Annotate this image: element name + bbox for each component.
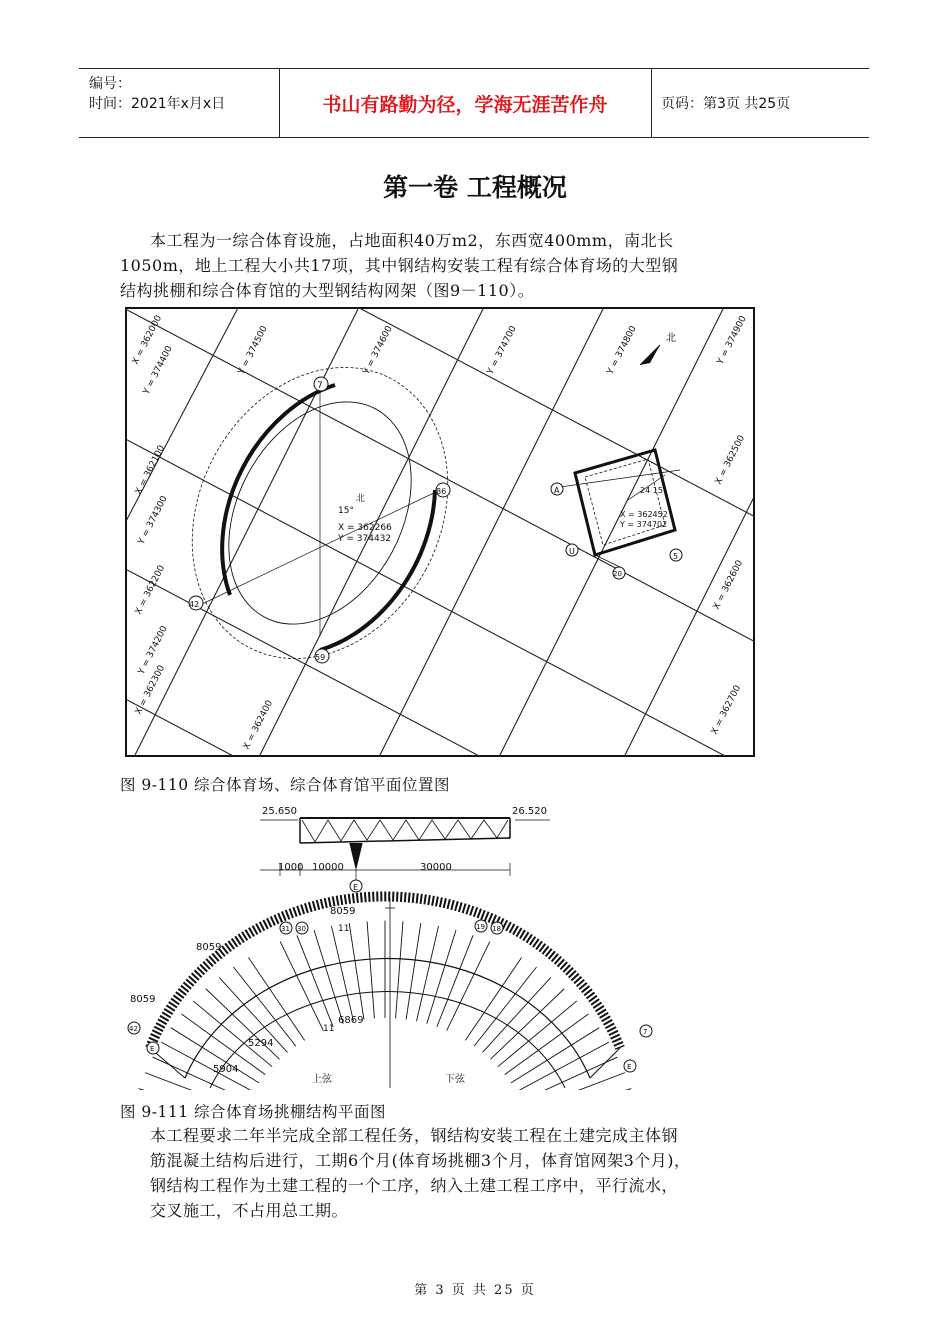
truss-spoke	[331, 926, 353, 1021]
truss-spoke	[474, 967, 536, 1046]
dim-10000: 10000	[312, 862, 344, 873]
truss-spoke	[416, 926, 438, 1021]
grid-label: X = 362000	[130, 313, 165, 367]
elev-right: 26.520	[512, 806, 547, 817]
page-title: 第一卷 工程概况	[383, 173, 567, 202]
truss-spoke	[483, 977, 551, 1052]
outro-line-4: 交叉施工，不占用总工期。	[150, 1201, 349, 1220]
outro-line-3: 钢结构工程作为土建工程的一个工序，纳入土建工程工序中，平行流水，	[150, 1176, 679, 1195]
grid-label: X = 362200	[133, 563, 168, 617]
outro-line-2: 筋混凝土结构后进行，工期6个月(体育场挑棚3个月，体育馆网架3个月)，	[150, 1151, 691, 1170]
marker: 31	[281, 925, 290, 933]
truss-spoke	[349, 923, 364, 1019]
intro-line-2: 1050m，地上工程大小共17项，其中钢结构安装工程有综合体育场的大型钢	[120, 256, 679, 275]
truss-spoke	[505, 1014, 589, 1075]
grid-label: X = 362700	[709, 683, 744, 737]
intro-line-1: 本工程为一综合体育设施，占地面积40万m2，东西宽400mm，南北长	[150, 231, 674, 250]
marker: E	[150, 1045, 155, 1053]
dim-8059b: 8059	[196, 942, 222, 953]
gym-dims: 24 15	[640, 486, 663, 495]
grid-label: X = 362300	[133, 663, 168, 717]
truss-spoke	[526, 1073, 625, 1090]
marker: 7	[317, 381, 323, 391]
marker: E	[627, 1063, 632, 1071]
marker: 5	[673, 552, 679, 561]
marker: 20	[613, 570, 622, 578]
marker: 7	[643, 1028, 648, 1036]
marker: 30	[297, 925, 306, 933]
grid-label: Y = 374900	[715, 314, 749, 367]
number-label: 编号：	[89, 76, 131, 92]
site-plan-figure	[120, 305, 760, 760]
gym-y: Y = 374702	[620, 520, 668, 529]
grid-label: Y = 374400	[141, 344, 175, 397]
truss-spoke	[511, 1028, 599, 1083]
header-table	[79, 68, 869, 138]
truss-spoke	[406, 923, 421, 1019]
dim-5294: 5294	[248, 1038, 274, 1049]
stadium-north: 北	[356, 494, 366, 504]
marker: 18	[492, 925, 501, 933]
marker: A	[554, 486, 560, 495]
marker: 42	[129, 1025, 138, 1033]
elev-left: 25.650	[262, 806, 297, 817]
canopy-elevation	[260, 818, 550, 883]
marker: 19	[476, 923, 485, 931]
stadium-x: X = 362266	[338, 523, 392, 533]
plan-frame	[126, 308, 754, 756]
dim-1000: 1000	[278, 862, 304, 873]
grid-label: Y = 374300	[136, 494, 170, 547]
axis-e: E	[353, 883, 359, 892]
truss-spoke	[193, 1001, 272, 1067]
figure-111-caption: 图 9-111 综合体育场挑棚结构平面图	[120, 1103, 387, 1121]
stadium-angle: 15°	[338, 506, 354, 516]
grid-label: X = 362400	[241, 698, 276, 752]
page-footer: 第 3 页 共 25 页	[414, 1283, 536, 1298]
truss-spoke	[396, 921, 403, 1018]
marker: U	[569, 547, 575, 556]
grid-label: X = 362500	[713, 433, 748, 487]
intro-line-3: 结构挑棚和综合体育馆的大型钢结构网架（图9－110）。	[120, 281, 535, 300]
marker: 86	[436, 487, 447, 496]
tick-label: 11	[323, 1024, 335, 1034]
north-label: 北	[666, 333, 676, 344]
marker: 42	[189, 600, 200, 609]
truss-spoke	[367, 921, 374, 1018]
grid-label: X = 362100	[133, 443, 168, 497]
figure-110-caption: 图 9-110 综合体育场、综合体育馆平面位置图	[120, 776, 451, 794]
lower-chord-label: 下弦	[445, 1074, 465, 1085]
dim-5904: 5904	[213, 1064, 239, 1075]
truss-spoke	[161, 1042, 253, 1090]
canopy-structure-figure	[120, 798, 660, 1090]
truss-spoke	[522, 1057, 618, 1090]
grid-label: Y = 374700	[485, 324, 519, 377]
marker: 59	[315, 653, 326, 662]
dim-6869: 6869	[338, 1015, 364, 1026]
grid-label: Y = 374200	[136, 624, 170, 677]
truss-spoke	[145, 1073, 244, 1090]
page-info: 页码：第3页 共25页	[661, 96, 791, 112]
date-line: 时间：2021年x月x日	[89, 96, 226, 112]
truss-spoke	[314, 930, 343, 1024]
outro-line-1: 本工程要求二年半完成全部工程任务，钢结构安装工程在土建完成主体钢	[150, 1126, 679, 1145]
header-left-cell	[79, 69, 280, 137]
stadium-y: Y = 374432	[338, 534, 392, 544]
dim-30000: 30000	[420, 862, 452, 873]
truss-spoke	[427, 930, 456, 1024]
grid-label: Y = 374500	[236, 324, 270, 377]
tick-label: 11	[338, 924, 350, 934]
grid-label: Y = 374800	[605, 324, 639, 377]
dim-8059a: 8059	[330, 906, 356, 917]
gym-x: X = 362452	[620, 510, 668, 519]
truss-spoke	[465, 958, 521, 1041]
truss-spoke	[248, 958, 304, 1041]
grid-label: X = 362600	[711, 558, 746, 612]
truss-spoke	[498, 1001, 577, 1067]
dim-8059c: 8059	[130, 994, 156, 1005]
grid-label: Y = 374600	[361, 324, 395, 377]
motto: 书山有路勤为径，学海无涯苦作舟	[279, 69, 652, 137]
upper-chord-label: 上弦	[312, 1074, 332, 1085]
